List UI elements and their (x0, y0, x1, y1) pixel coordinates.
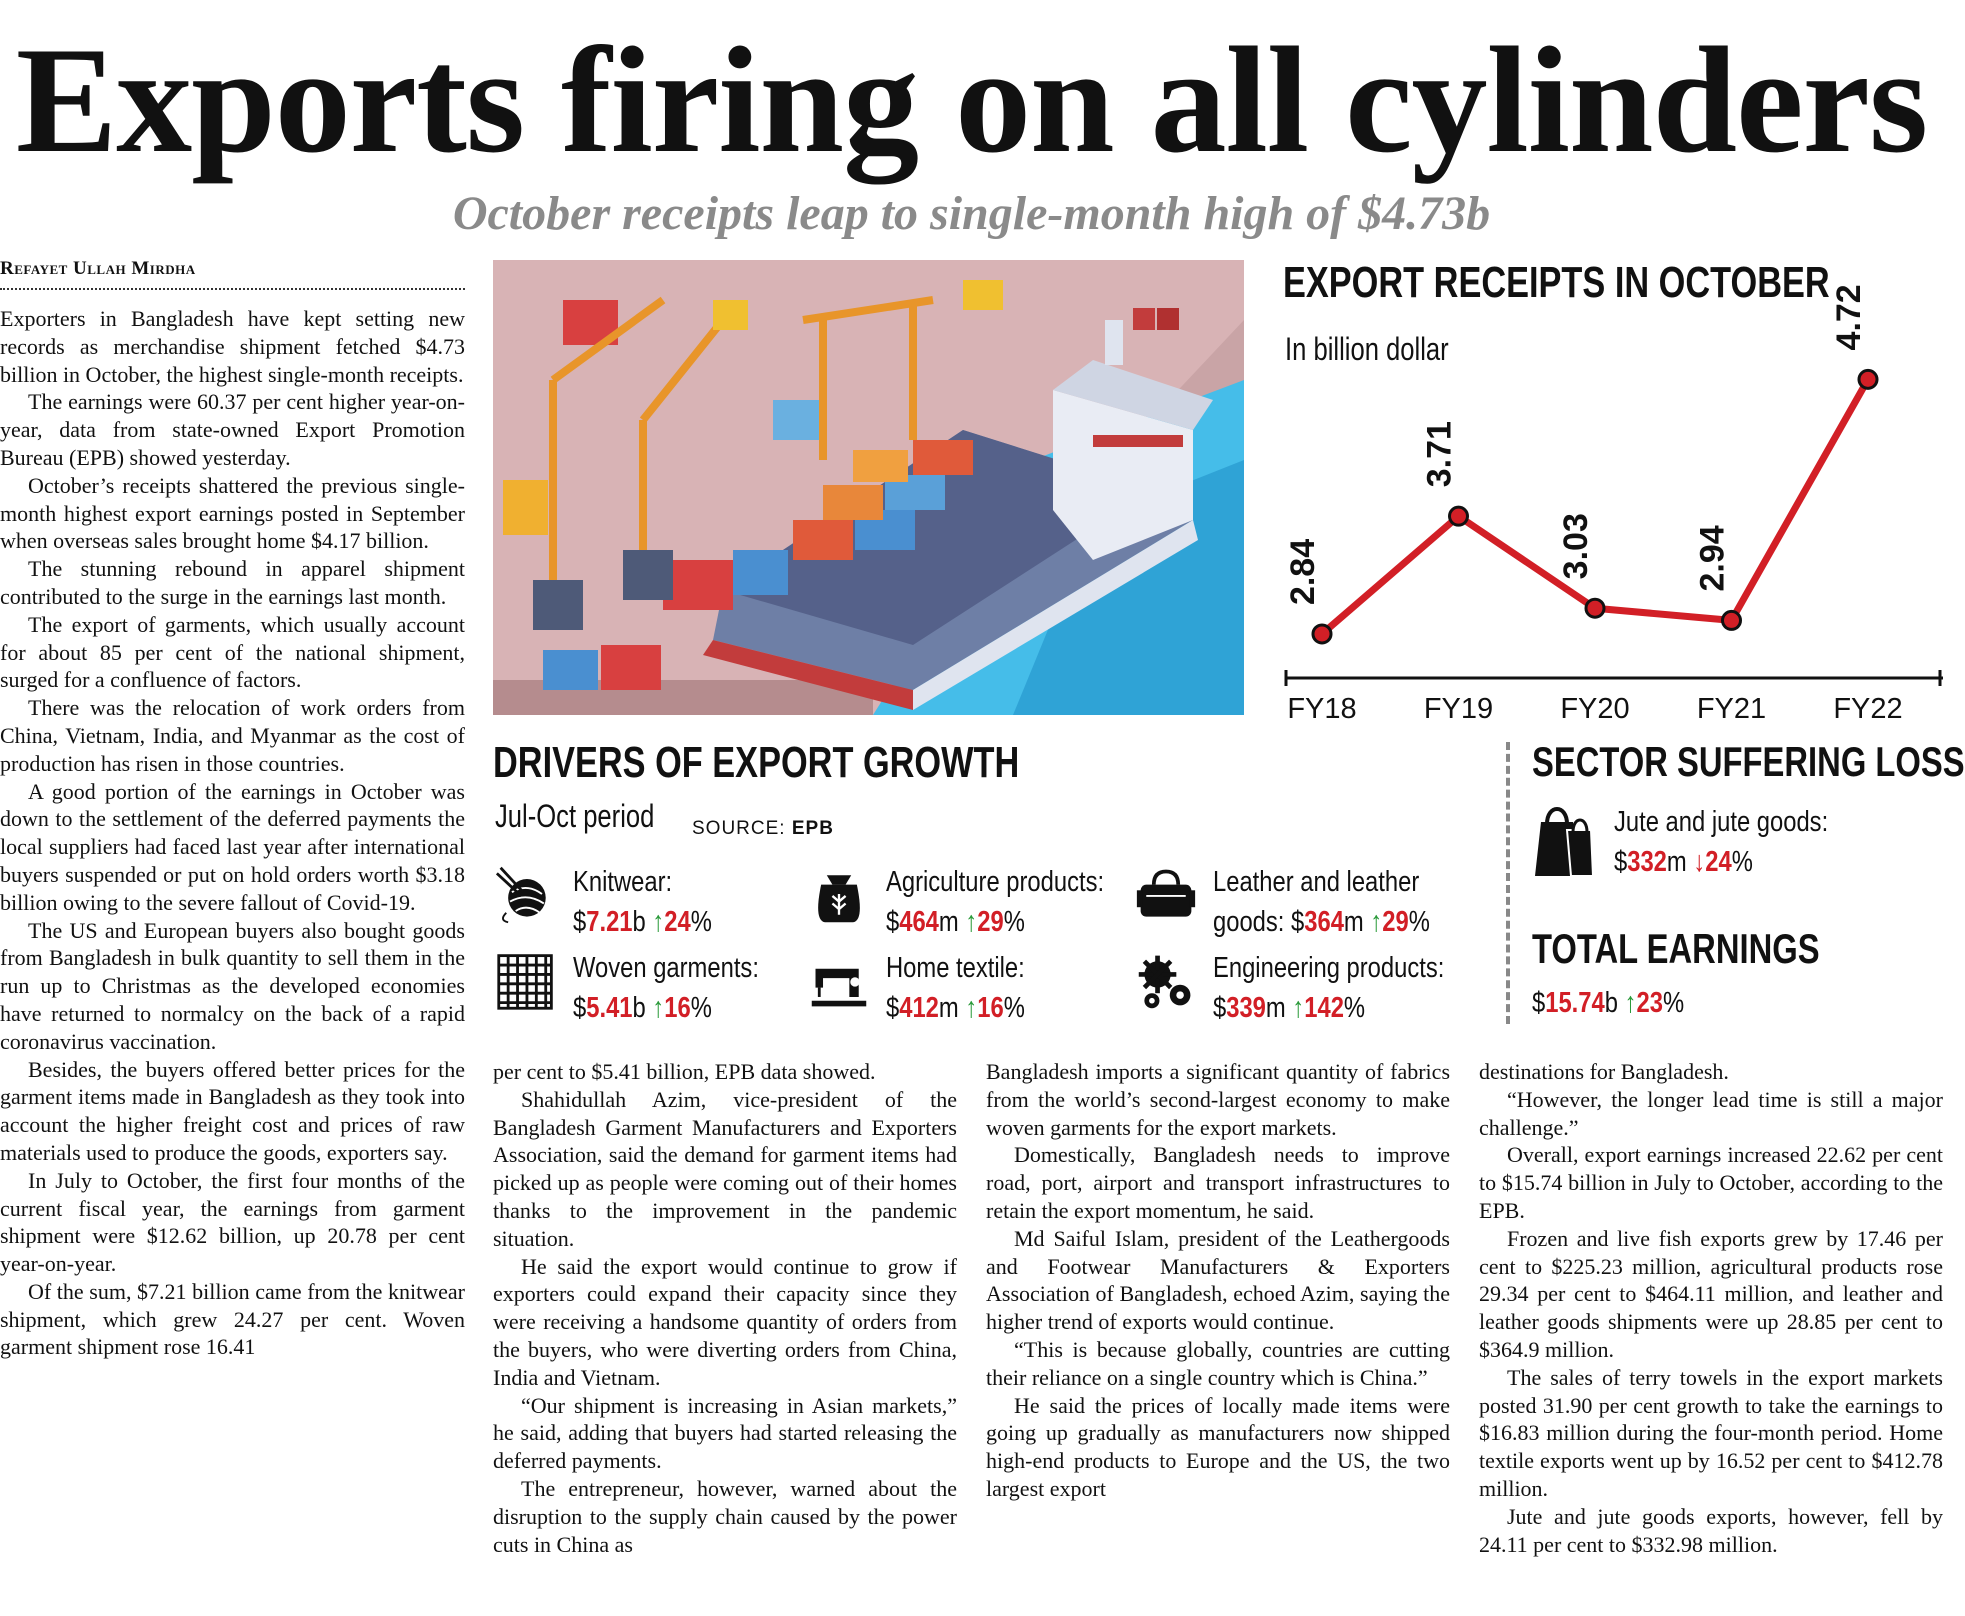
driver-value-line: $464m ↑29% (886, 906, 1025, 938)
export-receipts-line-chart (1270, 284, 1943, 740)
driver-unit: b (632, 906, 646, 938)
driver-change: 142 (1304, 992, 1344, 1024)
driver-value: 412 (899, 992, 939, 1024)
headline: Exports firing on all cylinders (15, 16, 1928, 184)
drivers-title: DRIVERS OF EXPORT GROWTH (493, 738, 1020, 787)
grain-sack-icon (806, 864, 872, 926)
shopping-bags-icon (1533, 800, 1595, 878)
chart-title: EXPORT RECEIPTS IN OCTOBER (1283, 258, 1830, 307)
total-title: TOTAL EARNINGS (1532, 925, 1820, 972)
data-point (1313, 625, 1331, 643)
loss-title: SECTOR SUFFERING LOSS (1532, 738, 1965, 785)
article-paragraph: The stunning rebound in apparel shipment contributed to the surge in the earnings last month. (0, 556, 465, 609)
driver-value: 7.21 (586, 906, 633, 938)
source-name: EPB (791, 818, 834, 839)
data-label: 2.84 (1284, 538, 1322, 606)
loss-unit: m (1666, 846, 1687, 878)
article-paragraph: A good portion of the earnings in October was down to the settlement of the deferred payments the local suppliers had faced last year after international buyers suspended or put on hold orders worth $3.18 billion owing to the severe fallout of Covid-19. (0, 778, 465, 915)
article-paragraph: Bangladesh imports a significant quantity of fabrics from the world’s second-largest economy to make woven garments for the export markets. (986, 1059, 1450, 1140)
article-paragraph: In July to October, the first four months of the current fiscal year, the earnings from garment shipment were $12.62 billion, up 20.78 per cent year-on-year. (0, 1167, 465, 1277)
total-value: 15.74 (1545, 987, 1605, 1019)
article-column-3 (986, 1058, 1450, 1503)
total-unit: b (1604, 987, 1618, 1019)
article-paragraph: He said the prices of locally made items were going up gradually as manufacturers now shipped high-end products to Europe and the US, the two largest export (986, 1392, 1450, 1501)
article-column-1 (0, 305, 465, 1361)
arrow-up-icon: ↑ (652, 992, 665, 1024)
driver-value-line: $5.41b ↑16% (573, 992, 712, 1024)
arrow-up-icon: ↑ (1624, 987, 1637, 1019)
article-paragraph: destinations for Bangladesh. (1479, 1059, 1729, 1084)
driver-value-line: $412m ↑16% (886, 992, 1025, 1024)
article-paragraph: The sales of terry towels in the export markets posted 31.90 per cent growth to take the earnings to $16.83 million during the four-month period. Home textile exports went up by 16.52 per cent to $412.78 million. (1479, 1364, 1943, 1501)
driver-unit: m (938, 992, 959, 1024)
driver-item (1213, 862, 1430, 942)
driver-item (886, 862, 1104, 942)
article-paragraph: Exporters in Bangladesh have kept setting new records as merchandise shipment fetched $4.73 billion in October, the highest single-month receipts. (0, 306, 465, 387)
byline-divider (0, 288, 465, 290)
article-paragraph: The US and European buyers also bought goods from Bangladesh in bulk quantity to sell them in the run up to Christmas as the developed economies have returned to normalcy on the back of a rapid coronavirus vaccination. (0, 917, 465, 1054)
article-paragraph: There was the relocation of work orders from China, Vietnam, India, and Myanmar as the cost of production has risen in those countries. (0, 695, 465, 776)
arrow-up-icon: ↑ (965, 992, 978, 1024)
driver-change: 29 (977, 906, 1004, 938)
driver-unit: m (1343, 906, 1364, 938)
data-point (1450, 507, 1468, 525)
woven-fabric-icon (493, 950, 559, 1012)
subheadline: October receipts leap to single-month high of $4.73b (452, 187, 1491, 240)
driver-change: 24 (664, 906, 691, 938)
article-paragraph: Domestically, Bangladesh needs to improve road, port, airport and transport infrastructures to retain the export momentum, he said. (986, 1142, 1450, 1223)
article-paragraph: The export of garments, which usually account for about 85 per cent of the national shipment, surged for a confluence of factors. (0, 611, 465, 693)
gears-icon (1133, 950, 1199, 1012)
x-tick-label: FY19 (1423, 693, 1494, 725)
driver-label: Knitwear: (573, 866, 673, 898)
driver-item (886, 948, 1025, 1028)
article-paragraph: Besides, the buyers offered better prices for the garment items made in Bangladesh as they took into account the higher freight cost and prices of raw materials used to produce the goods, exporters say. (0, 1056, 465, 1165)
total-change: 23 (1636, 987, 1663, 1019)
x-tick-label: FY20 (1560, 693, 1630, 725)
data-label: 3.03 (1557, 513, 1595, 580)
total-item: $15.74b ↑23% (1532, 987, 1685, 1019)
loss-value: 332 (1627, 846, 1667, 878)
driver-label: Home textile: (886, 952, 1025, 984)
article-paragraph: Md Saiful Islam, president of the Leathergoods and Footwear Manufacturers & Exporters Association of Bangladesh, echoed Azim, saying the higher trend of exports would continue. (986, 1225, 1450, 1335)
loss-label: Jute and jute goods: (1614, 806, 1829, 838)
x-tick-label: FY18 (1287, 693, 1357, 725)
arrow-up-icon: ↑ (652, 906, 665, 938)
driver-label: Woven garments: (573, 952, 759, 984)
byline: Refayet Ullah Mirdha (0, 258, 196, 279)
data-label: 3.71 (1420, 421, 1459, 488)
article-paragraph: The earnings were 60.37 per cent higher year-on-year, data from state-owned Export Promotion Bureau (EPB) showed yesterday. (0, 389, 465, 470)
article-paragraph: “This is because globally, countries are cutting their reliance on a single country which is China.” (986, 1336, 1450, 1390)
article-column-2 (493, 1058, 957, 1558)
yarn-ball-icon (493, 864, 559, 926)
driver-item (1213, 948, 1444, 1028)
driver-value: 5.41 (586, 992, 633, 1024)
article-paragraph: Shahidullah Azim, vice-president of the Bangladesh Garment Manufacturers and Exporters Association, said the demand for garment items had picked up as people were coming out of their homes thanks to the improvement in the pandemic situation. (493, 1086, 957, 1251)
driver-label-cont: goods: (1213, 906, 1285, 938)
data-point (1859, 370, 1877, 388)
article-paragraph: “Our shipment is increasing in Asian markets,” he said, adding that buyers had started releasing the deferred payments. (493, 1392, 957, 1474)
leather-bag-icon (1133, 864, 1199, 926)
data-point (1723, 611, 1741, 629)
driver-unit: b (632, 992, 646, 1024)
x-tick-label: FY21 (1696, 693, 1767, 725)
data-line (1322, 379, 1868, 634)
port-ship-illustration (493, 260, 1244, 715)
driver-label: Agriculture products: (886, 866, 1105, 898)
driver-change: 16 (977, 992, 1004, 1024)
sewing-machine-icon (806, 950, 872, 1012)
driver-value-line: $7.21b ↑24% (573, 906, 712, 938)
driver-value: 464 (899, 906, 939, 938)
driver-label: Engineering products: (1213, 952, 1445, 984)
driver-value-line: goods: $364m ↑29% (1213, 906, 1430, 938)
loss-item (1614, 802, 1828, 882)
x-tick-label: FY22 (1833, 693, 1903, 725)
driver-value-line: $339m ↑142% (1213, 992, 1366, 1024)
driver-change: 29 (1382, 906, 1409, 938)
driver-item (573, 862, 712, 942)
article-paragraph: Jute and jute goods exports, however, fell by 24.11 per cent to $332.98 million. (1479, 1503, 1943, 1557)
drivers-period: Jul-Oct period (495, 798, 655, 834)
source-note (692, 818, 834, 840)
article-paragraph: Of the sum, $7.21 billion came from the knitwear shipment, which grew 24.27 per cent. Woven garment shipment rose 16.41 (0, 1278, 465, 1360)
driver-value: 339 (1226, 992, 1266, 1024)
driver-item (573, 948, 759, 1028)
article-paragraph: Overall, export earnings increased 22.62 per cent to $15.74 billion in July to October, according to the EPB. (1479, 1142, 1943, 1223)
article-paragraph: Frozen and live fish exports grew by 17.46 per cent to $225.23 million, agricultural products rose 29.34 per cent to $464.11 million, and leather and leather goods shipments were up 28.85 per cent to $364.9 million. (1479, 1225, 1943, 1362)
data-label: 4.72 (1830, 284, 1868, 351)
source-label: SOURCE: (692, 818, 786, 839)
driver-change: 16 (664, 992, 691, 1024)
chart-unit-label: In billion dollar (1285, 331, 1449, 367)
article-paragraph: per cent to $5.41 billion, EPB data showed. (493, 1059, 876, 1084)
arrow-up-icon: ↑ (1292, 992, 1305, 1024)
data-point (1586, 599, 1604, 617)
article-column-4 (1479, 1058, 1943, 1558)
article-paragraph: The entrepreneur, however, warned about the disruption to the supply chain caused by the power cuts in China as (493, 1475, 957, 1557)
article-paragraph: “However, the longer lead time is still a major challenge.” (1479, 1086, 1943, 1140)
loss-value-line: $332m ↓24% (1614, 846, 1753, 878)
data-label: 2.94 (1693, 525, 1732, 592)
article-paragraph: He said the export would continue to grow if exporters could expand their capacity since they were receiving a handsome quantity of orders from the buyers, who were diverting orders from China, India and Vietnam. (493, 1253, 957, 1390)
driver-unit: m (938, 906, 959, 938)
driver-value: 364 (1304, 906, 1344, 938)
driver-unit: m (1265, 992, 1286, 1024)
arrow-up-icon: ↑ (965, 906, 978, 938)
arrow-up-icon: ↑ (1370, 906, 1383, 938)
panel-divider (1506, 742, 1510, 1024)
article-paragraph: October’s receipts shattered the previous single-month highest export earnings posted in September when overseas sales brought home $4.17 billion. (0, 472, 465, 554)
driver-label: Leather and leather (1213, 866, 1420, 898)
arrow-down-icon: ↓ (1693, 846, 1706, 878)
loss-change: 24 (1705, 846, 1732, 878)
